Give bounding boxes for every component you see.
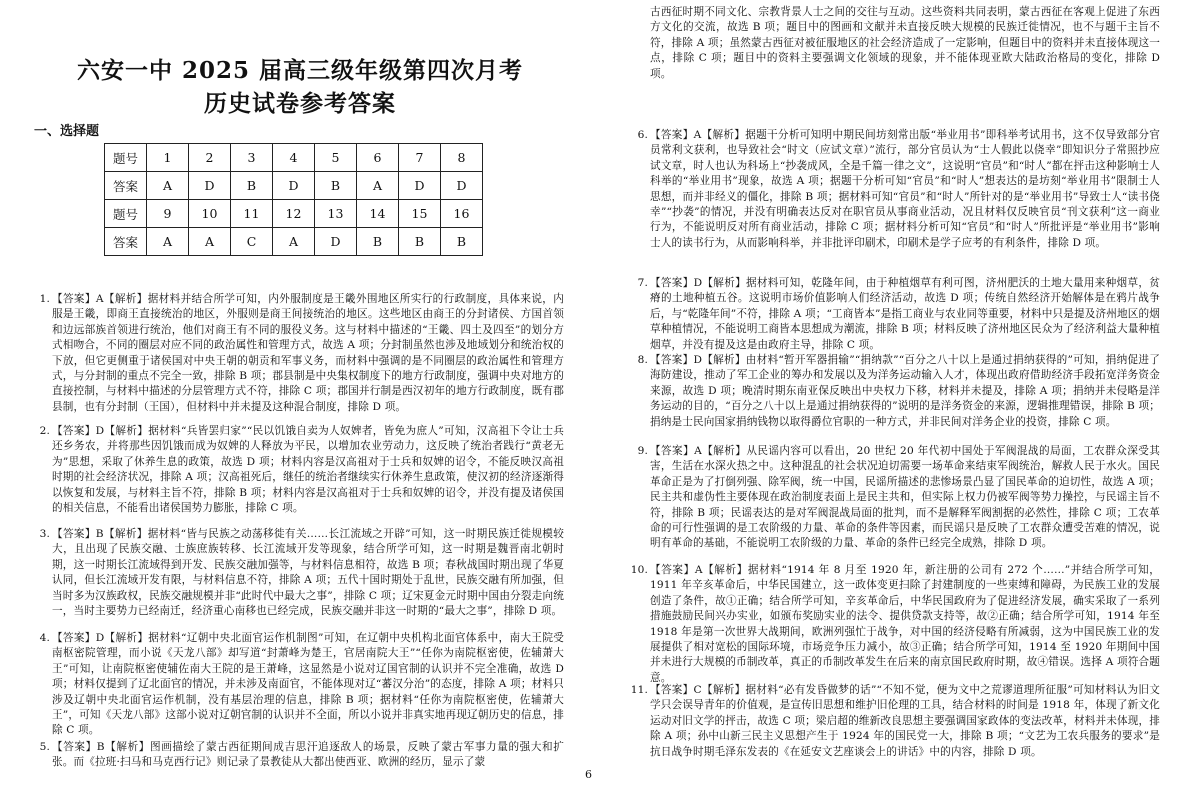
question-answer-text: 【答案】A【解析】据材料“1914 年 8 月至 1920 年，新注册的公司有 272 个……”并结合所学可知，1911 年辛亥革命后，中华民国建立，这一政体变更扫除了封建制度的一些束缚和障碍，为民族工业的发展创造了条件，故①正确；结合所学可知，辛亥革命后，中华民国政府为了促进经济发展，确实采取了一系列措施鼓励民间兴办实业，如颁布奖励实业的法令、提供贷款支持等，故②正确；结合所学可知，1914 年至 1918 年是第一次世界大战期间，欧洲列强忙于战争，对中国的经济侵略有所减弱，这为中国民族工业的发展提供了相对宽松的国际环境，市场竞争压力减小，故③正确；结合所学可知，1914 至 1920 年期间中国并未进行大规模的币制改革，真正的币制改革发生在后来的南京国民政府时期，故④错误。选择 A 项符合题意。 (650, 564, 1160, 684)
question-block-continued (650, 5, 1160, 82)
table-cell: 3 (231, 144, 273, 172)
row-label: 题号 (105, 200, 147, 228)
question-answer-text: 【答案】C【解析】据材料“必有发昏做梦的话”“不知不觉，便为文中之荒谬道理所征服”可知材料认为旧文学只会误导青年的价值观，是宣传旧思想和维护旧伦理的工具，结合材料的时间是 1918 年，体现了新文化运动对旧文学的抨击，故选 C 项；梁启超的维新改良思想主要强调国家政体的变法改革，材料并未体现，排除 A 项；孙中山新三民主义思想产生于 1924 年的国民党一大，排除 B 项；“文艺为工农兵服务的要求”是抗日战争时期毛泽东发表的《在延安文艺座谈会上的讲话》中的内容，排除 D 项。 (650, 684, 1160, 758)
table-cell: 15 (399, 200, 441, 228)
question-block (637, 276, 1160, 353)
question-answer-text: 【答案】D【解析】据材料可知，乾隆年间，由于种植烟草有利可图，济州肥沃的土地大量用来种烟草，贫瘠的土地种植五谷。这说明市场价值影响人们经济活动，故选 D 项；传统自然经济开始解体是在鸦片战争后，与“乾隆年间”不符，排除 A 项；“工商皆本”是指工商业与农业同等重要，材料中只是提及济州地区的烟草种植情况，不能说明工商皆本思想成为潮流，排除 B 项；材料反映了济州地区民众为了经济利益大量种植烟草，并没有提及这是由政府主导，排除 C 项。 (650, 277, 1160, 351)
section-title: 一、选择题 (34, 124, 100, 139)
question-number: 10. (630, 564, 648, 576)
row-label: 答案 (105, 228, 147, 256)
question-block (637, 128, 1160, 251)
table-cell: 6 (357, 144, 399, 172)
table-cell: 11 (231, 200, 273, 228)
question-answer-text: 【答案】B【解析】图画描绘了蒙古西征期间成吉思汗追逐敌人的场景，反映了蒙古军事力量的强大和扩张。而《拉班·扫马和马克西行记》则记录了景教徒从大都出使西亚、欧洲的经历，显示了蒙 (52, 741, 564, 769)
question-block (630, 563, 1160, 686)
table-cell: 13 (315, 200, 357, 228)
question-answer-text: 【答案】B【解析】据材料“皆与民族之动荡移徙有关……长江流域之开辟”可知，这一时期民族迁徙规模较大，且出现了民族交融、士族庶族转移、长江流域开发等现象，结合所学可知，这一时期是魏晋南北朝时期，这一时期长江流域得到开发、民族交融加强等，与材料信息相符，故选 B 项；春秋战国时期出现了华夏认同，但长江流域开发有限，与材料信息不符，排除 A 项；五代十国时期处于乱世，民族交融有所加强，但当时多为汉族政权，民族交融规模并非“此时代中最大之事”，排除 C 项；辽宋夏金元时期中国由分裂走向统一，当时主要势力已经南迁，经济重心南移也已经完成，民族交融并非这一时期的“最大之事”，排除 D 项。 (52, 528, 564, 618)
question-number: 1. (39, 293, 50, 305)
table-cell: B (399, 228, 441, 256)
page-subtitle: 历史试卷参考答案 (204, 90, 396, 117)
question-block (39, 740, 564, 771)
question-block (637, 444, 1160, 552)
question-answer-text: 古西征时期不同文化、宗教背景人士之间的交往与互动。这些资料共同表明，蒙古西征在客观上促进了东西方文化的交流，故选 B 项；题目中的图画和文献并未直接反映大规模的民族迁徙情况，也不与题干主旨不符，排除 A 项；虽然蒙古西征对被征服地区的社会经济造成了一定影响，但题目中的资料并未直接体现这一点，排除 C 项；题目中的资料主要强调文化领域的现象，并不能体现亚欧大陆政治格局的变化，排除 D 项。 (650, 6, 1160, 80)
table-cell: 8 (441, 144, 483, 172)
answer-table (104, 143, 483, 256)
question-block (637, 353, 1160, 430)
table-cell: 10 (189, 200, 231, 228)
table-cell: 16 (441, 200, 483, 228)
table-cell: B (231, 172, 273, 200)
question-number: 6. (637, 129, 648, 141)
question-number: 11. (630, 684, 648, 696)
page-title: 六安一中 2025 届高三级年级第四次月考 (76, 57, 524, 84)
question-answer-text: 【答案】D【解析】据材料“兵皆罢归家”“民以饥饿自卖为人奴婢者，皆免为庶人”可知，汉高祖下令让士兵还乡务农，并将那些因饥饿而成为奴婢的人释放为平民，以增加农业劳动力，这反映了统治者践行“黄老无为”思想，采取了休养生息的政策，故选 D 项；材料内容是汉高祖对于士兵和奴婢的诏令，不能反映汉高祖时期的社会经济状况，排除 A 项；汉高祖死后，继任的统治者继续实行休养生息政策，使汉初的经济逐渐得以恢复和发展，与材料主旨不符，排除 B 项；材料内容是汉高祖对于士兵和奴婢的诏令，并没有提及诸侯国的相关信息，不能看出诸侯国势力膨胀，排除 C 项。 (52, 425, 564, 515)
table-row (105, 228, 483, 256)
row-label: 答案 (105, 172, 147, 200)
table-cell: D (441, 172, 483, 200)
row-label: 题号 (105, 144, 147, 172)
question-number: 3. (39, 528, 50, 540)
table-cell: A (273, 228, 315, 256)
question-block (39, 527, 564, 619)
question-block (39, 292, 564, 415)
question-block (39, 424, 564, 516)
question-answer-text: 【答案】A【解析】据题干分析可知明中期民间坊刻常出版“举业用书”即科举考试用书，这不仅导致部分官员常利文获利，也导致社会“时文（应试文章）”流行，部分官员认为“士人假此以侥幸”即知识分子常照抄应试文章，时人也认为科场上“抄袭成风，全是千篇一律之文”，这说明“官员”和“时人”都在抨击这种影响士人科举的“举业用书”现象，故选 A 项；据题干分析可知“官员”和“时人”想表达的是坊刻“举业用书”限制士人思想，而并非经义的僵化，排除 B 项；据材料可知“官员”和“时人”所针对的是“举业用书”导致士人“读书侥幸”“抄袭”的情况，并没有明确表达反对在职官员从事商业活动，况且材料仅反映官员“刊文获利”这一商业行为，不能说明反对所有商业活动，排除 C 项；据材料分析可知“官员”和“时人”所批评是“举业用书”影响士人的读书行为，从而影响科举，并非批评印刷术，印刷术是学子应考的有利条件，排除 D 项。 (650, 129, 1160, 249)
table-row (105, 200, 483, 228)
table-cell: B (441, 228, 483, 256)
question-answer-text: 【答案】D【解析】由材料“暂开军器捐输”“捐纳款”“百分之八十以上是通过捐纳获得的”可知，捐纳促进了海防建设，推动了军工企业的筹办和发展以及为洋务运动输入人才，体现出政府借助经济手段拓宽洋务资金来源，故选 D 项；晚清时期东南亚保反映出中央权力下移，材料并未提及，排除 A 项；捐纳并未侵略是洋务运动的目的，“百分之八十以上是通过捐纳获得的”说明的是洋务资金的来源，逻辑推理错误，排除 B 项；捐纳是士民向国家捐纳钱物以取得爵位官职的一种方式，并非民间对洋务企业的投资，排除 C 项。 (650, 354, 1160, 428)
question-number: 8. (637, 354, 648, 366)
table-cell: B (315, 172, 357, 200)
question-block (630, 683, 1160, 760)
question-number: 9. (637, 445, 648, 457)
table-cell: D (399, 172, 441, 200)
table-cell: 2 (189, 144, 231, 172)
question-number: 2. (39, 425, 50, 437)
table-cell: 9 (147, 200, 189, 228)
question-answer-text: 【答案】A【解析】据材料并结合所学可知，内外服制度是王畿外围地区所实行的行政制度，具体来说，内服是王畿，即商王直接统治的地区，外服则是商王间接统治的地区。这些地区由商王的分封诸侯、方国首领和边远部族首领进行统治，他们对商王有不同的服役义务。这与材料中描述的“王畿、四土及四至”的划分方式相吻合，不同的圈层对应不同的政治属性和管理方式，故选 A 项；分封制虽然也涉及地域划分和统治权的下放，但它更侧重于诸侯国对中央王朝的朝贡和军事义务，而材料中强调的是不同圈层的政治属性和管理方式，与分封制的重点不完全一致，排除 B 项；郡县制是中央集权制度下的地方行政制度，强调中央对地方的直接控制，与材料中描述的分层管理方式不符，排除 C 项；郡国并行制是西汉初年的地方行政制度，既有郡县制，也有分封制（王国），但材料中并未提及这种混合制度，排除 D 项。 (52, 293, 564, 413)
table-cell: 5 (315, 144, 357, 172)
table-cell: 4 (273, 144, 315, 172)
table-cell: A (189, 228, 231, 256)
table-cell: 1 (147, 144, 189, 172)
question-number: 4. (39, 632, 50, 644)
table-cell: C (231, 228, 273, 256)
table-cell: A (147, 228, 189, 256)
table-cell: A (147, 172, 189, 200)
question-number: 7. (637, 277, 648, 289)
table-cell: B (357, 228, 399, 256)
table-cell: D (189, 172, 231, 200)
table-row (105, 144, 483, 172)
page-number: 6 (585, 768, 592, 781)
table-row (105, 172, 483, 200)
question-number: 5. (39, 741, 50, 753)
question-answer-text: 【答案】D【解析】据材料“辽朝中央北面官运作机制图”可知，在辽朝中央机构北面官体系中，南大王院受南枢密院管理，而小说《天龙八部》却写道“封萧峰为楚王，官居南院大王”“任你为南院枢密使，佐辅萧大王”可知，让南院枢密使辅佐南大王院的是王萧峰，这显然是小说对辽国官制的认识并不完全准确，故选 D 项；材料仅提到了辽北面官的情况，并未涉及南面官，不能体现对辽“蕃汉分治”的态度，排除 A 项；材料只涉及辽朝中央北面官运作机制，没有基层治理的信息，排除 B 项；据材料“任你为南院枢密使，佐辅萧大王”，可知《天龙八部》这部小说对辽朝官制的认识并不全面，所以小说并非真实地再现辽朝历史的信息，排除 C 项。 (52, 632, 564, 737)
table-cell: D (315, 228, 357, 256)
question-answer-text: 【答案】A【解析】从民谣内容可以看出，20 世纪 20 年代初中国处于军阀混战的局面，工农群众深受其害，生活在水深火热之中。这种混乱的社会状况迫切需要一场革命来结束军阀统治，解救人民于水火。国民革命正是为了打倒列强、除军阀，统一中国，民谣所描述的悲惨场景凸显了国民革命的迫切性，故选 A 项；民主共和虚伪性主要体现在政治制度表面上是民主共和，但实际上权力仍被军阀等势力操控，与民谣主旨不符，排除 B 项；民谣表达的是对军阀混战局面的批判，而不是解释军阀割据的必然性，排除 C 项；工农革命的可行性强调的是工农阶级的力量、革命的条件等因素，而民谣只是反映了工农群众遭受苦难的情况，说明有革命的基础，不能说明工农阶级的力量、革命的条件已经完全成熟，排除 D 项。 (650, 445, 1160, 550)
table-cell: D (273, 172, 315, 200)
table-cell: A (357, 172, 399, 200)
question-block (39, 631, 564, 739)
table-cell: 14 (357, 200, 399, 228)
table-cell: 12 (273, 200, 315, 228)
table-cell: 7 (399, 144, 441, 172)
